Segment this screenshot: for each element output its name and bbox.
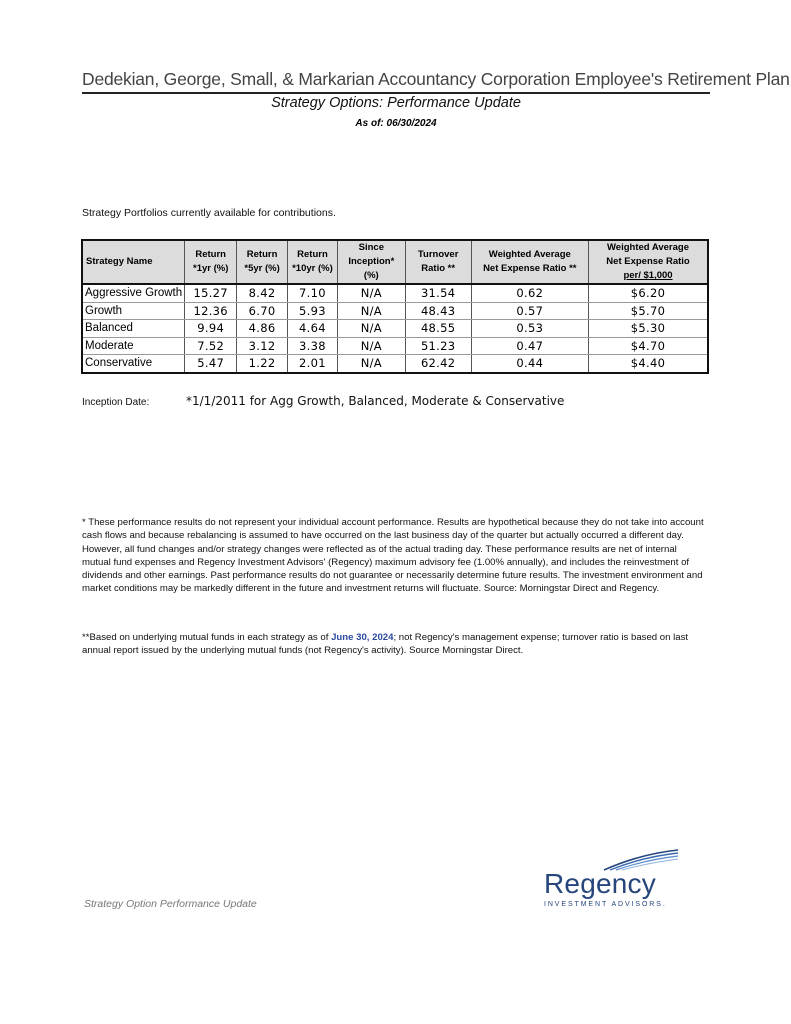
return-10yr-cell: 2.01 [288,355,338,373]
return-5yr-cell: 1.22 [237,355,288,373]
expense-per-1000-cell: $5.30 [589,320,708,338]
header-return-10yr: Return *10yr (%) [288,240,338,284]
as-of-date: As of: 06/30/2024 [355,118,437,129]
return-5yr-cell: 4.86 [237,320,288,338]
return-10yr-cell: 5.93 [288,302,338,320]
performance-disclaimer: * These performance results do not represent your individual account performance. Results are hypothetical because they do not take into account cash flows and because rebalancing is assumed to have occurred on the last business day of the quarter but actually occurred a different day. However, all fund changes and/or strategy changes were reflected as of the actual trading day. These performance results are net of internal mutual fund expenses and Regency Investment Advisors' (Regency) maximum advisory fee (1.00% annually), and includes the reinvestment of dividends and other earnings. Past performance results do not guarantee or necessarily determine future results. The investment environment and market conditions may be markedly different in the future and investment returns will fluctuate. Source: Morningstar Direct and Regency. [82,517,704,595]
expense-per-1000-cell: $4.70 [589,337,708,355]
strategy-name-cell: Growth [82,302,185,320]
expense-ratio-cell: 0.53 [471,320,588,338]
header-strategy-name: Strategy Name [82,240,185,284]
table-row [82,355,708,373]
expense-ratio-cell: 0.62 [471,284,588,302]
return-10yr-cell: 4.64 [288,320,338,338]
since-inception-cell: N/A [337,320,405,338]
return-1yr-cell: 9.94 [185,320,237,338]
return-1yr-cell: 15.27 [185,284,237,302]
turnover-cell: 31.54 [405,284,471,302]
expense-per-1000-cell: $6.20 [589,284,708,302]
expense-footnote-prefix: **Based on underlying mutual funds in each strategy as of [82,632,332,643]
footer-label: Strategy Option Performance Update [84,898,257,910]
expense-footnote-suffix: ; not Regency's management expense; turnover ratio is based on last annual report issued by the underlying mutual funds (not Regency's activity). Source Morningstar Direct. [82,632,689,657]
since-inception-cell: N/A [337,284,405,302]
table-row [82,284,708,302]
table-row [82,302,708,320]
since-inception-cell: N/A [337,302,405,320]
turnover-cell: 48.43 [405,302,471,320]
strategy-name-cell: Balanced [82,320,185,338]
since-inception-cell: N/A [337,337,405,355]
expense-ratio-cell: 0.57 [471,302,588,320]
since-inception-cell: N/A [337,355,405,373]
performance-table [81,239,709,374]
header-return-1yr: Return *1yr (%) [185,240,237,284]
header-weighted-expense-ratio: Weighted Average Net Expense Ratio ** [471,240,588,284]
expense-ratio-cell: 0.47 [471,337,588,355]
return-10yr-cell: 7.10 [288,284,338,302]
expense-footnote [82,631,707,658]
strategy-name-cell: Conservative [85,357,153,370]
table-row [82,320,708,338]
return-5yr-cell: 6.70 [237,302,288,320]
turnover-cell: 62.42 [405,355,471,373]
table-header-row [82,240,708,284]
expense-per-1000-cell: $5.70 [589,302,708,320]
expense-per-1000-cell: $4.40 [589,355,708,373]
inception-date-label: Inception Date: [82,397,150,408]
header-return-5yr: Return *5yr (%) [237,240,288,284]
expense-footnote-date: June 30, 2024 [331,632,394,643]
document-subtitle: Strategy Options: Performance Update [271,95,521,111]
strategy-name-cell: Moderate [82,337,185,355]
inception-date-value: *1/1/2011 for Agg Growth, Balanced, Moderate & Conservative [186,394,565,408]
return-5yr-cell: 8.42 [237,284,288,302]
return-10yr-cell: 3.38 [288,337,338,355]
strategy-name-cell: Aggressive Growth [82,284,185,302]
logo-tagline: INVESTMENT ADVISORS. [544,901,667,908]
header-weighted-expense-per-1000: Weighted Average Net Expense Ratio per/ $1,000 [589,240,708,284]
regency-logo [540,848,680,912]
header-since-inception: Since Inception* (%) [337,240,405,284]
document-title: Dedekian, George, Small, & Markarian Accountancy Corporation Employee's Retirement Plan [82,69,790,89]
title-divider [82,92,710,94]
table-row [82,337,708,355]
header-turnover-ratio: Turnover Ratio ** [405,240,471,284]
expense-ratio-cell: 0.44 [471,355,588,373]
intro-text: Strategy Portfolios currently available for contributions. [82,207,336,219]
return-1yr-cell: 12.36 [185,302,237,320]
return-1yr-cell: 5.47 [185,355,237,373]
logo-wordmark: Regency [544,868,656,899]
return-5yr-cell: 3.12 [237,337,288,355]
turnover-cell: 48.55 [405,320,471,338]
turnover-cell: 51.23 [405,337,471,355]
return-1yr-cell: 7.52 [185,337,237,355]
